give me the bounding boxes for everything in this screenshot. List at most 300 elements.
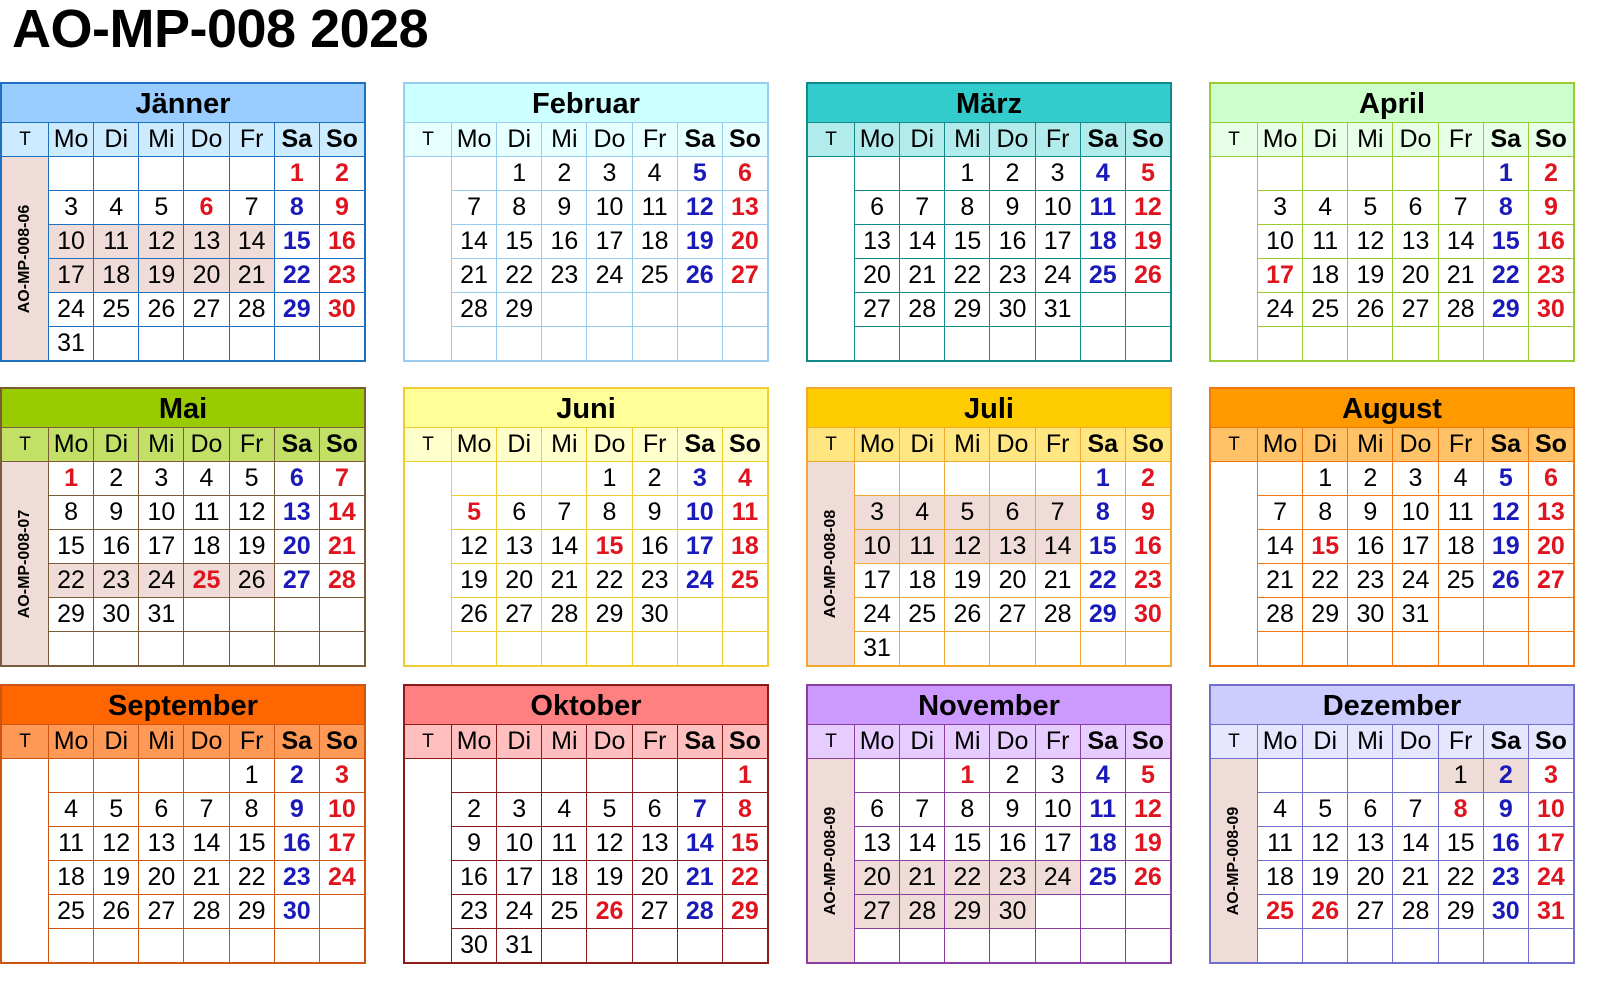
day-cell: 10 [586, 190, 631, 224]
day-cell [677, 326, 722, 360]
day-cell: 17 [1392, 529, 1437, 563]
day-cell: 5 [586, 792, 631, 826]
day-cell: 17 [586, 224, 631, 258]
day-cell: 8 [48, 495, 93, 529]
weekday-so: So [319, 725, 364, 758]
day-cell: 25 [1080, 258, 1125, 292]
weekday-sa: Sa [274, 123, 319, 156]
day-cell: 2 [319, 156, 364, 190]
day-cell [93, 631, 138, 665]
weekday-mi: Mi [944, 123, 989, 156]
day-cell: 3 [854, 495, 899, 529]
week-label-column [2, 156, 48, 360]
day-cell [1035, 894, 1080, 928]
day-cell: 5 [229, 461, 274, 495]
day-cell [1392, 928, 1437, 962]
month-8 [1209, 387, 1575, 667]
day-cell [1302, 631, 1347, 665]
day-cell: 13 [1392, 224, 1437, 258]
day-cell [138, 928, 183, 962]
day-cell: 8 [274, 190, 319, 224]
day-grid [48, 461, 364, 665]
day-cell: 4 [1302, 190, 1347, 224]
day-cell: 1 [48, 461, 93, 495]
day-cell [451, 156, 496, 190]
week-label-column [808, 156, 854, 360]
day-cell: 23 [451, 894, 496, 928]
day-cell: 23 [93, 563, 138, 597]
day-cell [1347, 326, 1392, 360]
day-cell: 5 [1125, 758, 1170, 792]
day-cell: 25 [541, 894, 586, 928]
day-cell: 9 [93, 495, 138, 529]
day-cell: 8 [1438, 792, 1483, 826]
month-body [2, 758, 364, 962]
day-cell: 11 [1438, 495, 1483, 529]
day-cell: 3 [1392, 461, 1437, 495]
day-cell: 7 [1035, 495, 1080, 529]
day-cell: 11 [48, 826, 93, 860]
day-cell: 17 [677, 529, 722, 563]
day-cell [319, 928, 364, 962]
day-cell: 10 [138, 495, 183, 529]
weekday-do: Do [183, 123, 228, 156]
day-cell: 19 [451, 563, 496, 597]
day-cell: 27 [989, 597, 1034, 631]
side-label: AO-MP-008-07 [16, 509, 33, 618]
day-cell: 20 [854, 258, 899, 292]
weekday-mi: Mi [138, 428, 183, 461]
day-cell: 21 [1392, 860, 1437, 894]
day-cell [541, 461, 586, 495]
day-cell [183, 597, 228, 631]
day-cell: 24 [138, 563, 183, 597]
day-cell: 11 [899, 529, 944, 563]
day-cell: 27 [1392, 292, 1437, 326]
day-cell: 1 [1483, 156, 1528, 190]
day-cell: 4 [183, 461, 228, 495]
day-cell: 29 [944, 292, 989, 326]
weekday-do: Do [1392, 428, 1437, 461]
weekday-di: Di [1302, 123, 1347, 156]
day-cell [1528, 597, 1573, 631]
day-cell: 15 [1080, 529, 1125, 563]
day-cell [1302, 758, 1347, 792]
day-cell: 6 [274, 461, 319, 495]
day-cell: 23 [319, 258, 364, 292]
day-cell: 19 [586, 860, 631, 894]
week-column-header: T [1228, 433, 1240, 455]
day-cell: 21 [183, 860, 228, 894]
day-cell [989, 631, 1034, 665]
day-cell: 18 [48, 860, 93, 894]
day-cell: 30 [989, 894, 1034, 928]
weekday-so: So [1528, 123, 1573, 156]
day-cell [1257, 326, 1302, 360]
weekday-sa: Sa [677, 428, 722, 461]
week-column-header: T [422, 128, 434, 150]
day-cell [183, 326, 228, 360]
day-cell: 29 [48, 597, 93, 631]
day-cell: 29 [1080, 597, 1125, 631]
day-cell: 7 [319, 461, 364, 495]
day-cell [677, 292, 722, 326]
month-body [2, 156, 364, 360]
day-cell [586, 326, 631, 360]
day-cell [1392, 758, 1437, 792]
day-cell [854, 928, 899, 962]
day-cell [138, 631, 183, 665]
day-cell: 3 [319, 758, 364, 792]
day-cell [899, 326, 944, 360]
day-cell: 25 [1080, 860, 1125, 894]
day-cell: 12 [93, 826, 138, 860]
day-cell: 22 [1483, 258, 1528, 292]
weekday-di: Di [899, 725, 944, 758]
day-cell: 22 [944, 258, 989, 292]
day-cell: 26 [93, 894, 138, 928]
day-cell: 24 [854, 597, 899, 631]
day-cell: 28 [899, 292, 944, 326]
day-cell: 19 [944, 563, 989, 597]
day-cell: 4 [1438, 461, 1483, 495]
week-column-header: T [19, 128, 31, 150]
day-cell: 3 [677, 461, 722, 495]
weekday-mo: Mo [1257, 123, 1302, 156]
day-cell: 22 [944, 860, 989, 894]
day-cell [722, 631, 767, 665]
weekday-sa: Sa [274, 725, 319, 758]
weekday-sa: Sa [1483, 725, 1528, 758]
day-cell: 16 [989, 224, 1034, 258]
weekday-di: Di [496, 123, 541, 156]
day-cell: 1 [229, 758, 274, 792]
weekday-header-row [808, 122, 1170, 156]
day-cell [989, 326, 1034, 360]
weekday-do: Do [989, 725, 1034, 758]
day-cell [541, 292, 586, 326]
day-cell: 29 [274, 292, 319, 326]
weekday-mi: Mi [944, 428, 989, 461]
day-cell: 17 [138, 529, 183, 563]
day-cell: 17 [48, 258, 93, 292]
day-cell: 6 [989, 495, 1034, 529]
month-7 [806, 387, 1172, 667]
day-cell: 31 [48, 326, 93, 360]
day-cell: 5 [677, 156, 722, 190]
day-cell: 23 [632, 563, 677, 597]
month-name: Jänner [2, 84, 364, 122]
month-name: Juli [808, 389, 1170, 427]
day-cell: 24 [48, 292, 93, 326]
day-cell: 31 [1528, 894, 1573, 928]
day-cell [1035, 461, 1080, 495]
weekday-di: Di [899, 123, 944, 156]
day-cell: 2 [541, 156, 586, 190]
day-cell: 18 [722, 529, 767, 563]
weekday-mo: Mo [48, 428, 93, 461]
month-2 [403, 82, 769, 362]
day-cell: 29 [1438, 894, 1483, 928]
month-name: April [1211, 84, 1573, 122]
day-cell [93, 758, 138, 792]
day-cell: 16 [1347, 529, 1392, 563]
day-cell: 1 [722, 758, 767, 792]
day-cell: 16 [274, 826, 319, 860]
day-cell: 21 [451, 258, 496, 292]
weekday-so: So [1125, 123, 1170, 156]
day-cell: 14 [541, 529, 586, 563]
day-cell [1125, 292, 1170, 326]
day-cell: 25 [899, 597, 944, 631]
weekday-fr: Fr [1035, 725, 1080, 758]
day-cell: 24 [677, 563, 722, 597]
day-cell: 4 [48, 792, 93, 826]
day-cell: 31 [1392, 597, 1437, 631]
day-grid [854, 156, 1170, 360]
day-grid [1257, 156, 1573, 360]
day-cell [1483, 597, 1528, 631]
day-cell: 28 [183, 894, 228, 928]
day-cell: 4 [541, 792, 586, 826]
week-label-column [405, 758, 451, 962]
day-cell: 20 [722, 224, 767, 258]
day-cell: 7 [899, 190, 944, 224]
day-cell: 20 [1528, 529, 1573, 563]
weekday-so: So [722, 725, 767, 758]
day-cell [899, 928, 944, 962]
day-cell: 26 [944, 597, 989, 631]
day-cell [1080, 631, 1125, 665]
day-cell: 27 [854, 292, 899, 326]
day-cell: 29 [1302, 597, 1347, 631]
day-cell: 11 [1080, 792, 1125, 826]
day-cell: 4 [722, 461, 767, 495]
day-cell: 30 [319, 292, 364, 326]
weekday-fr: Fr [1438, 123, 1483, 156]
day-cell: 12 [138, 224, 183, 258]
day-cell: 25 [1302, 292, 1347, 326]
day-cell: 21 [1438, 258, 1483, 292]
day-cell: 2 [1347, 461, 1392, 495]
day-cell [1080, 326, 1125, 360]
month-body [1211, 461, 1573, 665]
day-cell: 4 [899, 495, 944, 529]
day-cell: 7 [541, 495, 586, 529]
day-cell: 3 [138, 461, 183, 495]
day-cell: 28 [1392, 894, 1437, 928]
day-cell [93, 156, 138, 190]
day-cell: 19 [229, 529, 274, 563]
day-cell: 5 [1347, 190, 1392, 224]
day-cell [1035, 631, 1080, 665]
weekday-di: Di [93, 428, 138, 461]
day-cell: 19 [1483, 529, 1528, 563]
day-cell: 21 [1035, 563, 1080, 597]
day-cell: 27 [632, 894, 677, 928]
day-cell: 15 [722, 826, 767, 860]
day-cell: 21 [541, 563, 586, 597]
day-cell: 5 [138, 190, 183, 224]
month-9 [0, 684, 366, 964]
month-body [808, 461, 1170, 665]
day-cell: 22 [1438, 860, 1483, 894]
day-cell: 16 [1528, 224, 1573, 258]
day-cell: 26 [1483, 563, 1528, 597]
day-cell: 14 [319, 495, 364, 529]
day-grid [1257, 758, 1573, 962]
side-label: AO-MP-008-09 [822, 806, 839, 915]
day-cell: 4 [1080, 156, 1125, 190]
day-cell: 18 [1438, 529, 1483, 563]
day-cell [854, 156, 899, 190]
day-cell: 23 [274, 860, 319, 894]
day-cell: 13 [496, 529, 541, 563]
day-cell: 10 [1257, 224, 1302, 258]
weekday-mo: Mo [48, 725, 93, 758]
day-grid [451, 461, 767, 665]
weekday-do: Do [183, 725, 228, 758]
day-cell: 15 [944, 224, 989, 258]
day-cell: 18 [183, 529, 228, 563]
weekday-header-row [405, 724, 767, 758]
weekday-mo: Mo [854, 428, 899, 461]
month-name: September [2, 686, 364, 724]
day-cell: 26 [586, 894, 631, 928]
weekday-mo: Mo [451, 123, 496, 156]
day-cell [1483, 631, 1528, 665]
day-cell: 8 [722, 792, 767, 826]
day-cell: 20 [1392, 258, 1437, 292]
day-cell [586, 758, 631, 792]
day-cell [854, 461, 899, 495]
day-cell: 22 [274, 258, 319, 292]
day-cell: 15 [229, 826, 274, 860]
weekday-sa: Sa [1483, 123, 1528, 156]
day-cell: 12 [586, 826, 631, 860]
day-cell: 7 [899, 792, 944, 826]
weekday-sa: Sa [1483, 428, 1528, 461]
day-cell: 22 [229, 860, 274, 894]
day-cell: 28 [1035, 597, 1080, 631]
weekday-mo: Mo [1257, 725, 1302, 758]
week-label-column [2, 758, 48, 962]
day-cell: 12 [1125, 190, 1170, 224]
day-cell [1347, 928, 1392, 962]
weekday-header-row [808, 427, 1170, 461]
week-column-header: T [422, 433, 434, 455]
day-cell [451, 631, 496, 665]
day-cell: 11 [632, 190, 677, 224]
day-cell: 11 [541, 826, 586, 860]
day-cell: 13 [854, 224, 899, 258]
weekday-mo: Mo [1257, 428, 1302, 461]
weekday-sa: Sa [1080, 725, 1125, 758]
weekday-mi: Mi [541, 123, 586, 156]
day-cell: 14 [183, 826, 228, 860]
weekday-mo: Mo [854, 123, 899, 156]
day-cell [48, 928, 93, 962]
weekday-di: Di [1302, 428, 1347, 461]
day-cell: 21 [899, 860, 944, 894]
day-cell: 6 [496, 495, 541, 529]
day-cell: 1 [1080, 461, 1125, 495]
day-grid [854, 461, 1170, 665]
month-12 [1209, 684, 1575, 964]
day-cell [48, 758, 93, 792]
day-cell: 11 [93, 224, 138, 258]
day-cell [854, 758, 899, 792]
day-cell: 17 [1035, 826, 1080, 860]
day-cell: 23 [1528, 258, 1573, 292]
day-cell: 6 [183, 190, 228, 224]
day-cell: 28 [229, 292, 274, 326]
side-label: AO-MP-008-06 [16, 204, 33, 313]
day-cell [944, 928, 989, 962]
day-cell: 12 [1483, 495, 1528, 529]
day-cell: 27 [138, 894, 183, 928]
day-cell [1080, 928, 1125, 962]
day-cell: 30 [1528, 292, 1573, 326]
day-cell: 10 [854, 529, 899, 563]
day-cell: 5 [93, 792, 138, 826]
day-cell: 28 [451, 292, 496, 326]
day-cell: 16 [541, 224, 586, 258]
day-cell: 9 [1347, 495, 1392, 529]
day-cell: 24 [496, 894, 541, 928]
day-cell: 1 [1438, 758, 1483, 792]
day-cell: 18 [1080, 826, 1125, 860]
day-cell [541, 928, 586, 962]
day-cell: 4 [93, 190, 138, 224]
day-cell: 8 [1483, 190, 1528, 224]
month-body [1211, 758, 1573, 962]
weekday-mi: Mi [138, 123, 183, 156]
day-cell [1528, 326, 1573, 360]
day-cell: 6 [1347, 792, 1392, 826]
weekday-mi: Mi [1347, 428, 1392, 461]
day-cell: 26 [138, 292, 183, 326]
day-cell: 28 [319, 563, 364, 597]
day-cell: 24 [586, 258, 631, 292]
day-cell: 7 [183, 792, 228, 826]
day-cell [1035, 326, 1080, 360]
day-cell: 14 [677, 826, 722, 860]
day-cell: 6 [722, 156, 767, 190]
weekday-do: Do [586, 725, 631, 758]
day-cell: 18 [1080, 224, 1125, 258]
weekday-mi: Mi [944, 725, 989, 758]
day-cell: 20 [496, 563, 541, 597]
day-cell: 21 [899, 258, 944, 292]
day-cell: 10 [1528, 792, 1573, 826]
day-cell: 13 [722, 190, 767, 224]
day-cell: 12 [1347, 224, 1392, 258]
day-cell [1257, 758, 1302, 792]
weekday-so: So [1125, 725, 1170, 758]
day-cell [632, 928, 677, 962]
day-cell: 4 [1257, 792, 1302, 826]
week-label-column [1211, 758, 1257, 962]
day-cell: 10 [1035, 190, 1080, 224]
page-title: AO-MP-008 2028 [12, 0, 429, 59]
day-cell [1483, 326, 1528, 360]
day-cell: 24 [1035, 860, 1080, 894]
day-cell: 19 [677, 224, 722, 258]
day-cell [274, 928, 319, 962]
day-cell: 9 [451, 826, 496, 860]
day-cell: 1 [944, 758, 989, 792]
